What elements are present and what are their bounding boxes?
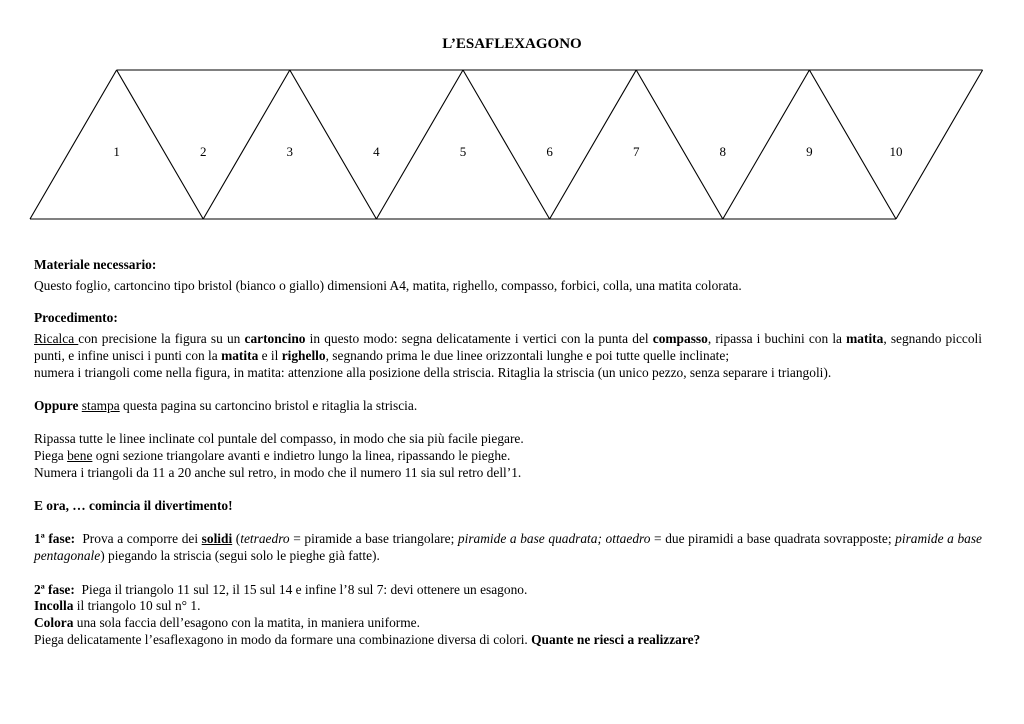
strip-fold-line <box>550 70 637 219</box>
italic-piramide-pentagonale: piramide a base pentagonale <box>34 531 983 564</box>
strip-fold-line <box>30 70 117 219</box>
italic-tetraedro: tetraedro <box>240 531 290 547</box>
bold-matita: matita <box>221 347 259 363</box>
fold-line-2 <box>34 448 982 465</box>
strip-fold-line <box>809 70 896 219</box>
phase-1 <box>34 531 982 564</box>
strip-fold-line <box>376 70 463 219</box>
bold-righello: righello <box>281 347 326 363</box>
triangle-number: 2 <box>199 144 207 159</box>
text-span: Prova a comporre dei <box>75 531 202 547</box>
text-span: ( <box>232 531 241 547</box>
triangle-number: 9 <box>806 144 813 159</box>
procedure-line-3: numera i triangoli come nella figura, in matita: attenzione alla posizione della striscia. Ritaglia la striscia (un unico pezzo, senza separare i triangoli). <box>34 364 832 380</box>
text-span: Piega delicatamente l’esaflexagono in modo da formare una combinazione diversa di colori. <box>34 631 532 647</box>
bold-matita: matita <box>846 331 884 347</box>
triangle-number: 4 <box>373 144 380 159</box>
bold-question: Quante ne riesci a realizzare? <box>531 631 701 647</box>
phase-2 <box>34 582 982 599</box>
bold-oppure: Oppure <box>34 397 79 413</box>
bold-incolla: Incolla <box>34 598 74 614</box>
text-span: ) piegando la striscia (segui solo le pieghe già fatte). <box>100 548 380 564</box>
phase-1-label: 1ª fase: <box>34 531 76 547</box>
triangle-number: 10 <box>889 144 903 159</box>
text-span: , segnando piccoli punti, e infine unisci i punti con la <box>34 331 982 363</box>
strip-fold-line <box>203 70 290 219</box>
strip-fold-line <box>896 70 983 219</box>
text-span: , ripassa i buchini con la <box>707 331 847 347</box>
triangle-number: 8 <box>719 144 727 159</box>
phase-2-glue <box>34 598 982 615</box>
stampa-word: stampa <box>81 397 120 413</box>
instructions <box>34 257 982 648</box>
text-span: Piega il triangolo 11 sul 12, il 15 sul 14 e infine l’8 sul 7: devi ottenere un esagono. <box>74 581 528 597</box>
procedure-heading: Procedimento: <box>34 310 118 326</box>
procedure-paragraph <box>34 331 982 364</box>
ricalca-word: Ricalca <box>34 331 79 347</box>
bold-compasso: compasso <box>652 331 708 347</box>
strip-fold-line <box>463 70 550 219</box>
strip-fold-line <box>723 70 810 219</box>
text-span: ogni sezione triangolare avanti e indietro lungo la linea, ripassando le pieghe. <box>92 448 511 463</box>
fun-heading: E ora, … comincia il divertimento! <box>34 498 233 514</box>
solidi-word: solidi <box>201 531 233 547</box>
materials-heading: Materiale necessario: <box>34 257 157 272</box>
text-span: in questo modo: segna delicatamente i vertici con la punta del <box>305 331 653 347</box>
text-span: questa pagina su cartoncino bristol e ritaglia la striscia. <box>119 397 418 413</box>
print-option <box>34 398 982 415</box>
bold-colora: Colora <box>34 614 74 630</box>
text-span: e il <box>258 347 282 363</box>
bene-word: bene <box>67 448 93 463</box>
triangle-number: 3 <box>286 144 294 159</box>
triangle-number: 5 <box>459 144 467 159</box>
bold-cartoncino: cartoncino <box>244 331 306 347</box>
triangle-number: 7 <box>632 144 640 159</box>
text-span: = due piramidi a base quadrata sovrapposte; <box>650 531 896 547</box>
text-span: il triangolo 10 sul n° 1. <box>73 598 201 614</box>
text-span: una sola faccia dell’esagono con la matita, in maniera uniforme. <box>73 614 420 630</box>
text-span: = piramide a base triangolare; <box>289 531 458 547</box>
strip-fold-line <box>117 70 204 219</box>
triangle-number: 1 <box>113 144 120 159</box>
strip-fold-line <box>290 70 377 219</box>
phase-2-final <box>34 632 982 649</box>
text-span: Piega <box>34 448 68 463</box>
page-title: L’ESAFLEXAGONO <box>442 36 582 52</box>
triangle-strip <box>0 0 1024 240</box>
text-span: , segnando prima le due linee orizzontali lunghe e poi tutte quelle inclinate; <box>325 347 730 363</box>
triangle-number: 6 <box>546 144 553 159</box>
italic-piramide-quadrata: piramide a base quadrata; ottaedro <box>457 531 651 547</box>
phase-2-color <box>34 615 982 632</box>
text-span: con precisione la figura su un <box>78 331 245 347</box>
strip-fold-line <box>636 70 723 219</box>
fold-line-3: Numera i triangoli da 11 a 20 anche sul retro, in modo che il numero 11 sia sul retro dell’1. <box>34 464 522 480</box>
materials-text: Questo foglio, cartoncino tipo bristol (bianco o giallo) dimensioni A4, matita, righello, compasso, forbici, colla, una matita colorata. <box>34 277 742 293</box>
fold-line-1: Ripassa tutte le linee inclinate col puntale del compasso, in modo che sia più facile piegare. <box>34 431 524 447</box>
phase-2-label: 2ª fase: <box>34 581 75 597</box>
